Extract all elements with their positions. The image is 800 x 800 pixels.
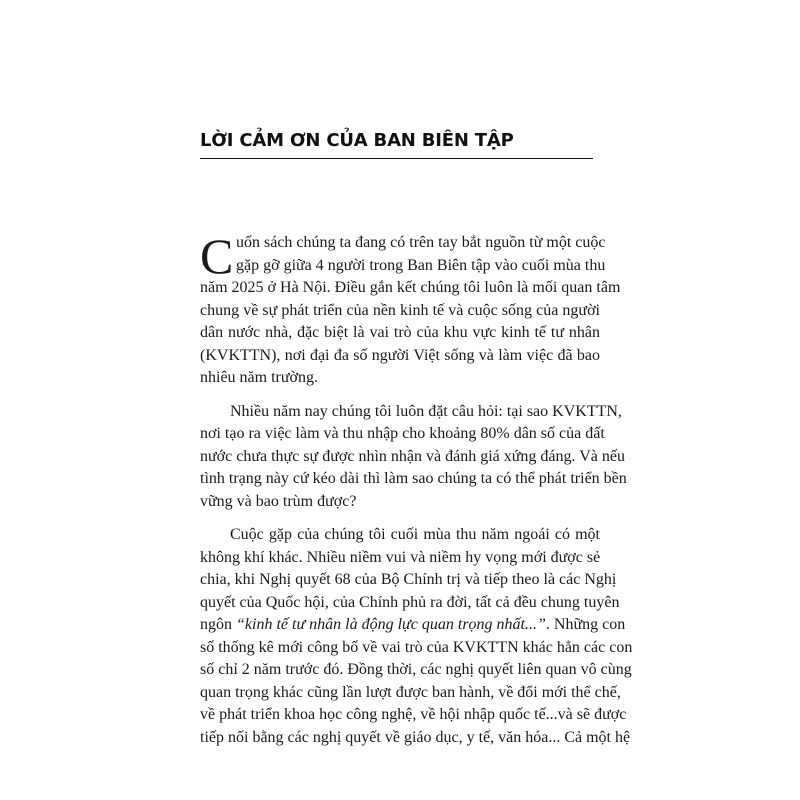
paragraph-line: số chỉ 2 năm trước đó. Đồng thời, các nghị quyết liên quan vô cùng bbox=[200, 661, 632, 678]
paragraph-2 bbox=[200, 401, 627, 514]
paragraph-line: chia, khi Nghị quyết 68 của Bộ Chính trị và tiếp theo là các Nghị bbox=[200, 571, 617, 588]
paragraph-line: quyết của Quốc hội, của Chính phủ ra đời, tất cả đều chung tuyên bbox=[200, 593, 620, 611]
line-start-text: ngôn bbox=[200, 616, 236, 633]
paragraph-line: tiếp nối bằng các nghị quyết về giáo dục, y tế, văn hóa... Cả một hệ bbox=[200, 728, 631, 746]
paragraph-line: nhiêu năm trường. bbox=[200, 369, 318, 386]
italic-quote: “kinh tế tư nhân là động lực quan trọng nhất...” bbox=[236, 616, 546, 633]
paragraph-line: quan trọng khác cũng lần lượt được ban hành, về đổi mới thể chế, bbox=[200, 683, 621, 701]
title-underline bbox=[200, 158, 593, 159]
line-end-text: . Những con bbox=[545, 616, 626, 633]
paragraph-line: gặp gỡ giữa 4 người trong Ban Biên tập vào cuối mùa thu bbox=[236, 256, 606, 274]
body-text bbox=[200, 228, 633, 749]
paragraph-line: không khí khác. Nhiều niềm vui và niềm hy vọng mới được sẻ bbox=[200, 548, 601, 566]
paragraph-line: vững và bao trùm được? bbox=[200, 492, 357, 510]
paragraph-line: về phát triển khoa học công nghệ, về hội nhập quốc tế...và sẽ được bbox=[200, 706, 627, 723]
paragraph-gap bbox=[200, 390, 600, 401]
paragraph-line-with-quote bbox=[200, 614, 626, 637]
paragraph-1 bbox=[200, 228, 621, 390]
paragraph-line: năm 2025 ở Hà Nội. Điều gắn kết chúng tôi luôn là mối quan tâm bbox=[200, 279, 621, 296]
paragraph-line: nơi tạo ra việc làm và thu nhập cho khoảng 80% dân số của đất bbox=[200, 425, 605, 442]
paragraph-3 bbox=[200, 524, 633, 749]
paragraph-line: (KVKTTN), nơi đại đa số người Việt sống và làm việc đã bao bbox=[200, 346, 600, 364]
paragraph-line: chung về sự phát triển của nền kinh tế và cuộc sống của người bbox=[200, 301, 600, 319]
paragraph-line: số thống kê mới công bố về vai trò của KVKTTN khác hẳn các con bbox=[200, 638, 633, 656]
paragraph-line: uốn sách chúng ta đang có trên tay bắt nguồn từ một cuộc bbox=[236, 234, 606, 251]
paragraph-line: tình trạng này cứ kéo dài thì làm sao chúng ta có thể phát triển bền bbox=[200, 470, 627, 487]
paragraph-line: dân nước nhà, đặc biệt là vai trò của khu vực kinh tế tư nhân bbox=[200, 324, 600, 341]
paragraph-line: Cuộc gặp của chúng tôi cuối mùa thu năm ngoái có một bbox=[230, 526, 600, 543]
page-title: LỜI CẢM ƠN CỦA BAN BIÊN TẬP bbox=[200, 130, 514, 151]
paragraph-gap bbox=[200, 513, 600, 524]
drop-cap: C bbox=[200, 228, 234, 284]
paragraph-line: nước chưa thực sự được nhìn nhận và đánh giá xứng đáng. Và nếu bbox=[200, 447, 625, 465]
paragraph-line: Nhiều năm nay chúng tôi luôn đặt câu hỏi: tại sao KVKTTN, bbox=[230, 402, 622, 420]
